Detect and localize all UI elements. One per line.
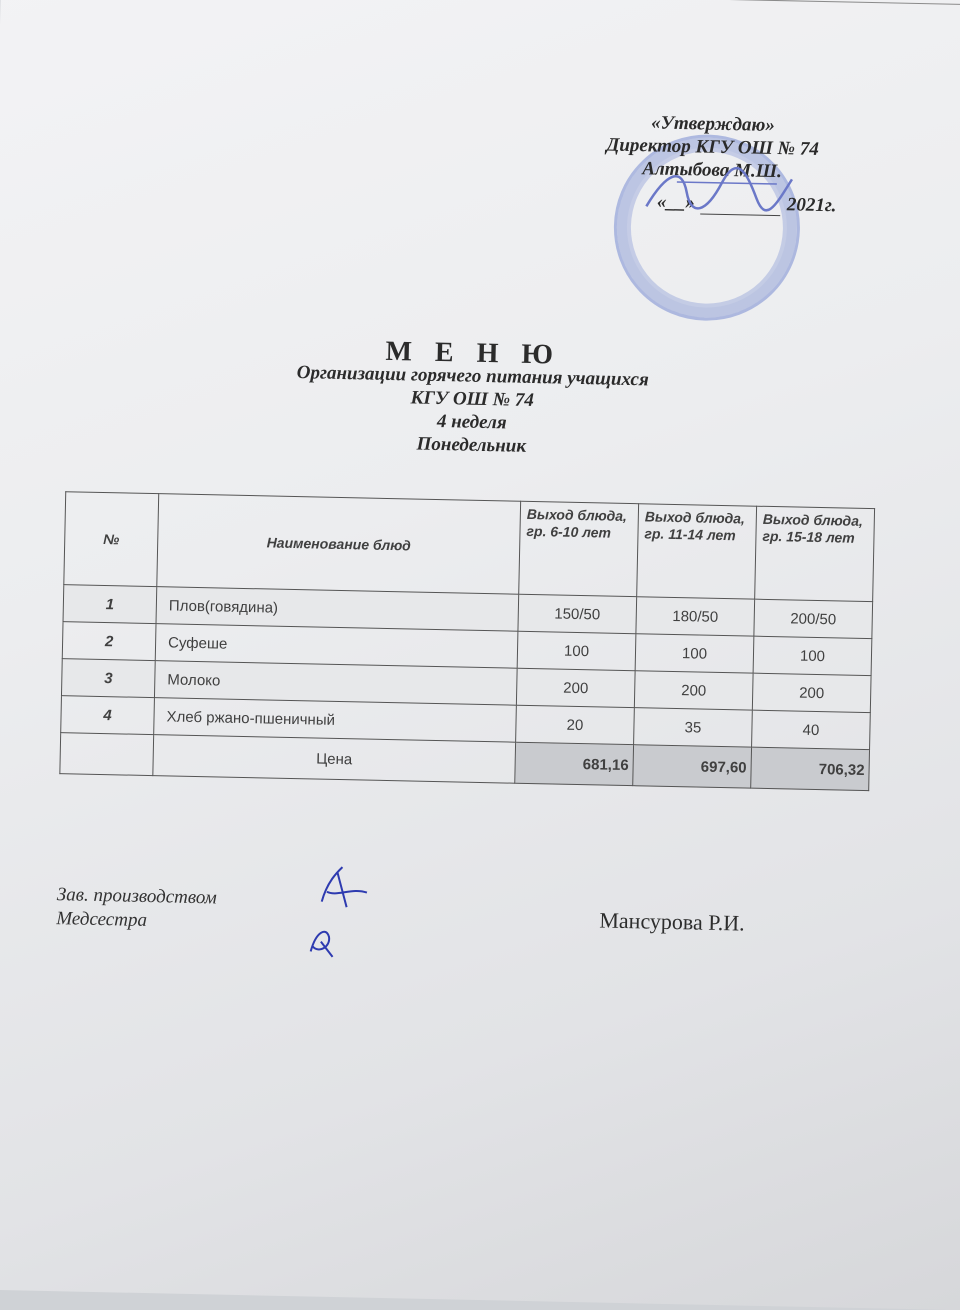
director-signature-icon <box>636 161 797 224</box>
row-num: 2 <box>62 622 156 661</box>
row-value-15-18: 200 <box>752 673 871 712</box>
menu-table <box>59 491 875 791</box>
day-label: Понедельник <box>416 433 527 457</box>
price-15-18: 706,32 <box>751 747 870 790</box>
price-6-10: 681,16 <box>515 742 634 785</box>
column-header-num: № <box>64 492 159 587</box>
role-nurse: Медсестра <box>56 908 148 932</box>
production-head-signature-icon <box>307 861 388 913</box>
week-label: 4 неделя <box>436 410 507 434</box>
row-value-6-10: 20 <box>516 705 635 744</box>
price-empty-cell <box>60 733 154 776</box>
row-value-11-14: 35 <box>634 708 753 747</box>
column-header-out2: Выход блюда, гр. 11-14 лет <box>637 504 757 599</box>
menu-header <box>191 336 753 463</box>
row-name: Хлеб ржано-пшеничный <box>154 698 517 743</box>
signatory-name: Мансурова Р.И. <box>599 907 745 936</box>
footer-roles <box>56 883 217 934</box>
approval-position: Директор КГУ ОШ № 74 <box>606 134 820 160</box>
row-name: Суфеше <box>155 624 518 669</box>
approval-date-day: «__» <box>656 191 696 214</box>
row-num: 3 <box>61 659 155 698</box>
price-11-14: 697,60 <box>633 745 752 788</box>
row-value-11-14: 200 <box>634 671 753 710</box>
column-header-name: Наименование блюд <box>157 494 521 595</box>
school-name: КГУ ОШ № 74 <box>410 387 535 411</box>
row-value-6-10: 200 <box>516 668 635 707</box>
row-value-6-10: 100 <box>517 631 636 670</box>
row-value-6-10: 150/50 <box>518 594 637 633</box>
row-name: Молоко <box>154 661 517 706</box>
approval-date-year: 2021г. <box>786 194 837 217</box>
row-value-11-14: 180/50 <box>636 597 755 636</box>
price-label: Цена <box>153 735 516 784</box>
previous-page-strip <box>1 0 960 5</box>
row-value-15-18: 200/50 <box>754 599 873 638</box>
row-value-15-18: 100 <box>753 636 872 675</box>
row-value-11-14: 100 <box>635 634 754 673</box>
row-num: 4 <box>61 696 155 735</box>
menu-title: М Е Н Ю <box>385 335 562 371</box>
row-value-15-18: 40 <box>752 710 871 749</box>
table-header-row <box>64 492 875 602</box>
approval-heading: «Утверждаю» <box>651 112 776 136</box>
nurse-signature-icon <box>300 921 341 962</box>
menu-subtitle: Организации горячего питания учащихся <box>296 362 649 391</box>
row-num: 1 <box>63 585 157 624</box>
row-name: Плов(говядина) <box>156 587 519 632</box>
role-production-head: Зав. производством <box>56 884 217 909</box>
column-header-out3: Выход блюда, гр. 15-18 лет <box>755 506 875 601</box>
column-header-out1: Выход блюда, гр. 6-10 лет <box>519 501 639 596</box>
approval-director-name: Алтыбова М.Ш. <box>642 158 783 183</box>
